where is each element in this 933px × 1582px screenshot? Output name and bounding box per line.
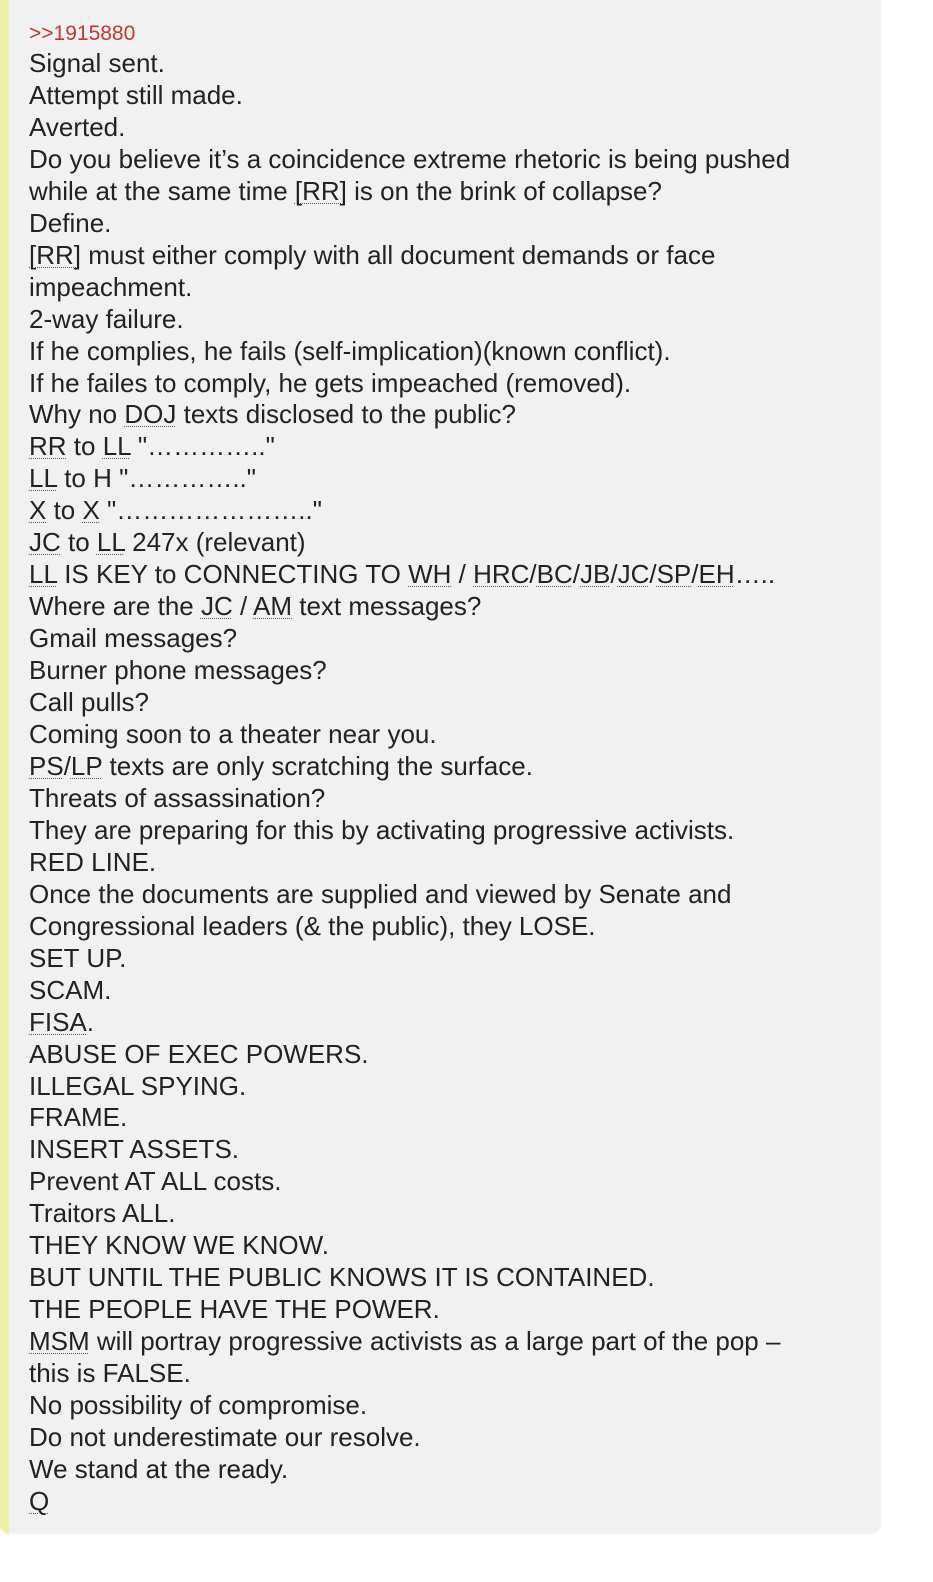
abbreviation[interactable]: JC [617,559,650,590]
abbreviation[interactable]: MSM [29,1326,90,1357]
post-line [29,1390,859,1422]
text-segment: 2-way failure. [29,303,184,334]
post-line [29,1262,859,1294]
abbreviation[interactable]: DOJ [124,399,177,430]
text-segment: text messages? [292,591,482,622]
text-segment: / [649,559,657,590]
reply-link[interactable]: >>1915880 [29,22,136,45]
text-segment: / [529,559,537,590]
text-segment: Why no [29,399,125,430]
abbreviation[interactable]: JB [580,559,611,590]
text-segment: texts disclosed to the public? [176,399,517,430]
post-accent-bar [0,0,9,1534]
text-segment: IS KEY to CONNECTING TO [56,559,409,590]
text-segment: ….. [734,559,776,590]
text-segment: Burner phone messages? [29,655,327,686]
text-segment: Threats of assassination? [29,782,326,813]
post-line [29,80,859,112]
text-segment: They are preparing for this by activating progressive activists. [29,814,735,845]
text-segment: Do you believe it’s a coincidence extreme rhetoric is being pushed [29,143,791,174]
text-segment: will portray progressive activists as a large part of the pop – [89,1326,781,1357]
post-line [29,399,859,431]
abbreviation[interactable]: FISA [29,1006,87,1037]
text-segment: Define. [29,207,112,238]
abbreviation[interactable]: BC [536,559,573,590]
text-segment: If he failes to comply, he gets impeached (removed). [29,367,632,398]
text-segment: THEY KNOW WE KNOW. [29,1230,329,1261]
text-segment: Traitors ALL. [29,1198,176,1229]
text-segment: Do not underestimate our resolve. [29,1421,421,1452]
abbreviation[interactable]: X [82,495,100,526]
post-line [29,240,859,272]
post-line [29,431,859,463]
post-line [29,1007,859,1039]
text-segment: must either comply with all document demands or face [81,239,716,270]
text-segment: Coming soon to a theater near you. [29,719,437,750]
abbreviation[interactable]: LP [70,750,103,781]
post-line [29,176,859,208]
post-line [29,879,859,911]
post-line [29,1486,859,1518]
text-segment: RED LINE. [29,846,157,877]
post-line [29,495,859,527]
post-line [29,304,859,336]
text-segment: to [60,527,97,558]
text-segment: THE PEOPLE HAVE THE POWER. [29,1294,440,1325]
text-segment: / [610,559,618,590]
text-segment: Attempt still made. [29,79,243,110]
post-line [29,1454,859,1486]
text-segment: We stand at the ready. [29,1453,289,1484]
text-segment: Signal sent. [29,48,165,78]
text-segment: texts are only scratching the surface. [102,750,533,781]
post-line [29,975,859,1007]
abbreviation[interactable]: [RR] [29,239,81,270]
text-segment: / [451,559,474,590]
text-segment: INSERT ASSETS. [29,1134,240,1165]
text-segment: Call pulls? [29,687,149,718]
abbreviation[interactable]: X [29,495,47,526]
post-line [29,847,859,879]
text-segment: Congressional leaders (& the public), they LOSE. [29,910,596,941]
abbreviation[interactable]: WH [408,559,452,590]
post-line [29,815,859,847]
post-line [29,1294,859,1326]
abbreviation[interactable]: HRC [473,559,530,590]
text-segment: while at the same time [29,175,295,206]
text-segment: Prevent AT ALL costs. [29,1166,282,1197]
text-segment: ILLEGAL SPYING. [29,1070,247,1101]
abbreviation[interactable]: LL [102,431,131,462]
post-line [29,751,859,783]
post-line [29,208,859,240]
post-body [29,20,859,1518]
post-line [29,911,859,943]
post-line [29,1326,859,1358]
post-line [29,1102,859,1134]
text-segment: "………………….." [99,495,322,526]
text-segment: Once the documents are supplied and viewed by Senate and [29,878,732,909]
post-line [29,272,859,304]
abbreviation[interactable]: EH [698,559,735,590]
post-line [29,1071,859,1103]
post-line [29,783,859,815]
post-line [29,719,859,751]
post-line [29,112,859,144]
abbreviation[interactable]: LL [96,527,125,558]
post-line [29,1134,859,1166]
post-line [29,591,859,623]
post-line [29,1422,859,1454]
post-line [29,655,859,687]
text-segment: BUT UNTIL THE PUBLIC KNOWS IT IS CONTAINED. [29,1262,655,1293]
text-segment: SCAM. [29,974,112,1005]
text-segment: FRAME. [29,1102,128,1133]
post-line [29,1230,859,1262]
text-segment: Averted. [29,111,126,142]
abbreviation[interactable]: [RR] [294,175,347,206]
text-segment: "………….." [130,431,275,462]
text-segment: impeachment. [29,271,193,302]
post-line [29,1198,859,1230]
text-segment: this is FALSE. [29,1358,191,1389]
text-segment: is on the brink of collapse? [346,175,662,206]
abbreviation[interactable]: PS [29,750,64,781]
post-text [29,48,859,1518]
text-segment: to [46,495,83,526]
post-line [29,1039,859,1071]
post-line [29,48,859,80]
text-segment: / [691,559,699,590]
abbreviation[interactable]: JC [200,591,233,622]
post-line [29,144,859,176]
post-line [29,687,859,719]
post-line [29,1358,859,1390]
text-segment: / [572,559,580,590]
post-line [29,943,859,975]
abbreviation[interactable]: LL [29,559,57,590]
post-line [29,463,859,495]
abbreviation[interactable]: JC [29,527,61,558]
post-line [29,527,859,559]
text-segment: Gmail messages? [29,623,238,654]
abbreviation[interactable]: Q [29,1485,50,1516]
text-segment: Where are the [29,591,201,622]
post-line [29,1166,859,1198]
abbreviation[interactable]: AM [253,591,293,622]
text-segment: / [232,591,254,622]
text-segment: 247x (relevant) [124,527,306,558]
text-segment: to [66,431,103,462]
abbreviation[interactable]: LL [29,463,57,494]
abbreviation[interactable]: SP [656,559,692,590]
text-segment: SET UP. [29,942,127,973]
post-line [29,559,859,591]
text-segment: If he complies, he fails (self-implication)(known conflict). [29,335,671,366]
text-segment: . [86,1006,95,1037]
text-segment: to H "………….." [56,463,257,494]
post-line [29,336,859,368]
text-segment: No possibility of compromise. [29,1390,368,1421]
post-line [29,623,859,655]
post-line [29,368,859,400]
text-segment: ABUSE OF EXEC POWERS. [29,1038,369,1069]
abbreviation[interactable]: RR [29,431,67,462]
text-segment: / [63,750,71,781]
